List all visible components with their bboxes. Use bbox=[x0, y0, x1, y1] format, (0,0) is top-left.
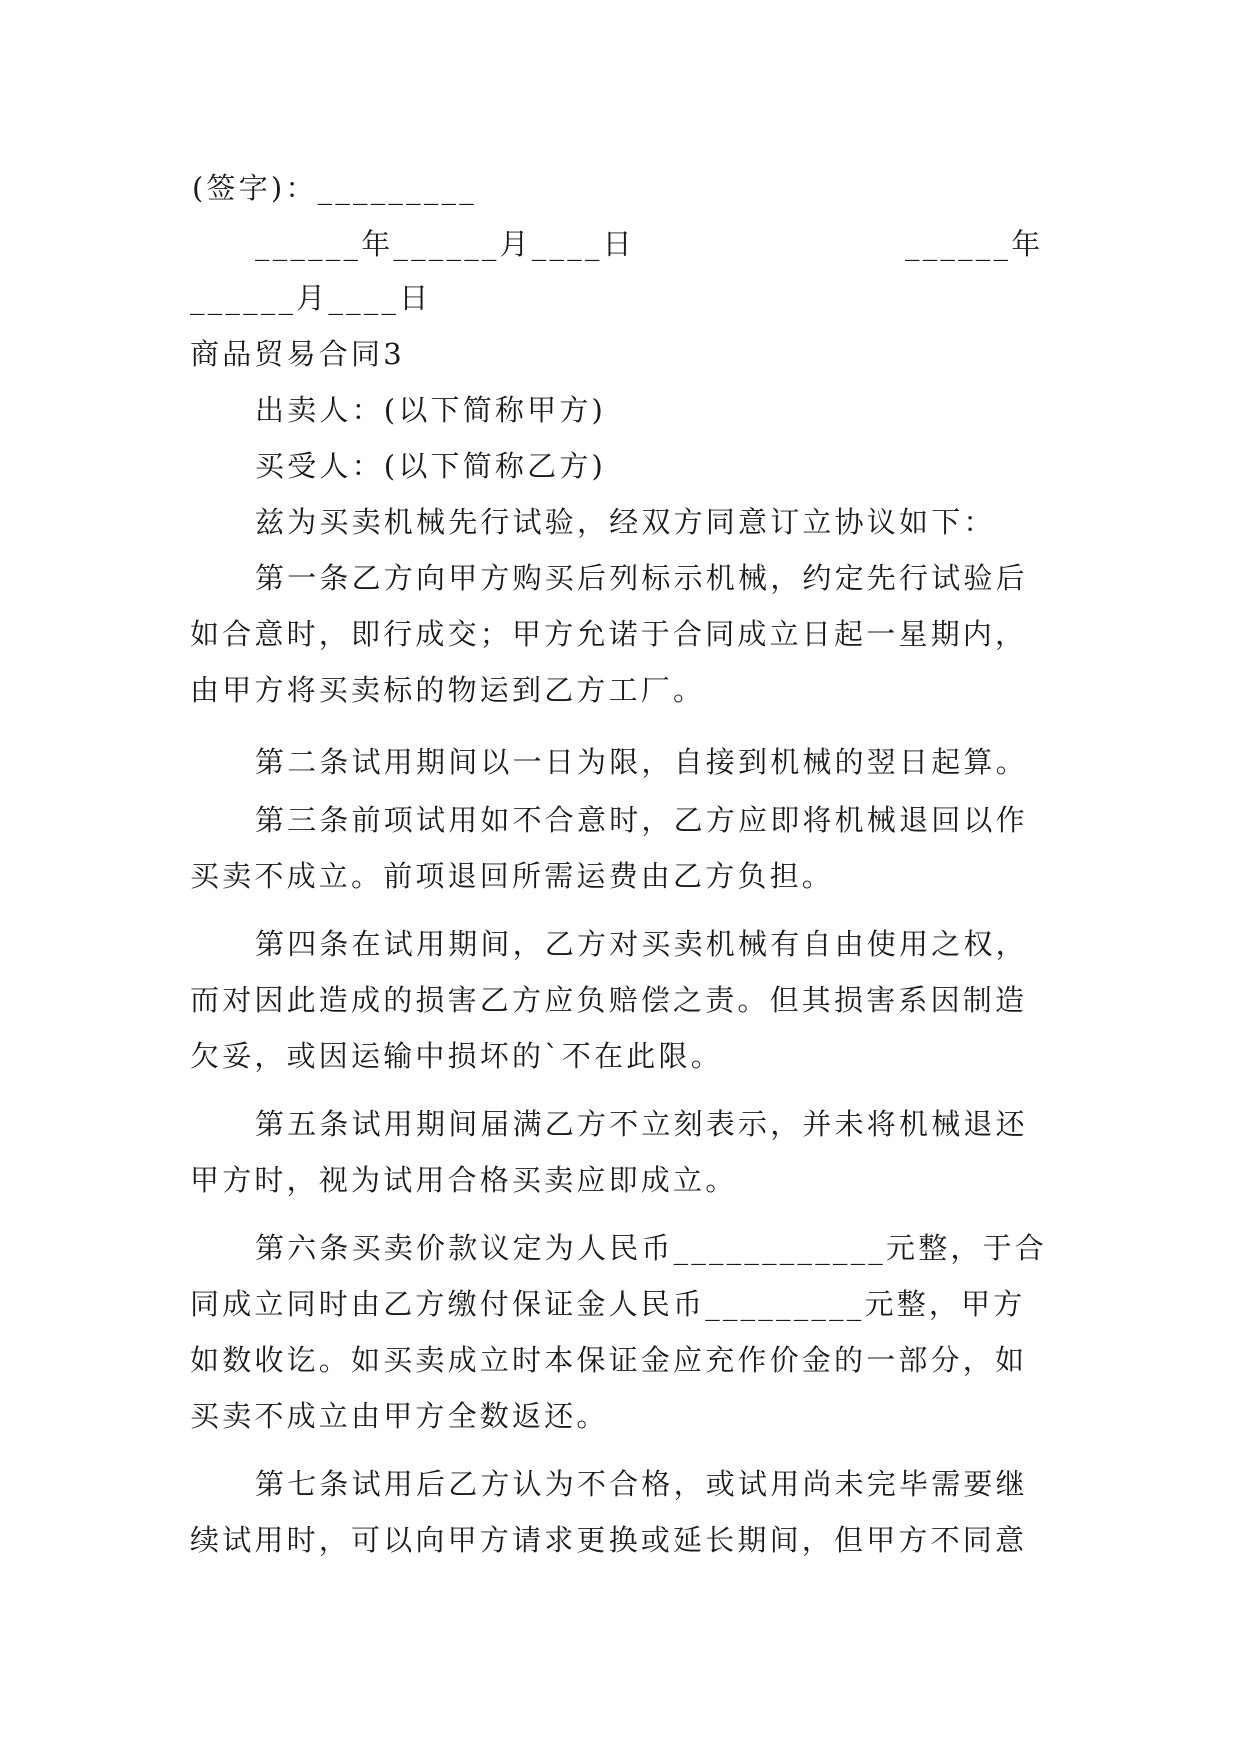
article-6-line-4: 买卖不成立由甲方全数返还。 bbox=[190, 1399, 609, 1433]
article-3-line-1: 第三条前项试用如不合意时，乙方应即将机械退回以作 bbox=[255, 803, 1028, 837]
article-4-line-2: 而对因此造成的损害乙方应负赔偿之责。但其损害系因制造 bbox=[190, 983, 1028, 1017]
signature-label: (签字)：_________ bbox=[192, 171, 477, 205]
seller-line: 出卖人：(以下简称甲方) bbox=[255, 393, 607, 427]
article-5-line-1: 第五条试用期间届满乙方不立刻表示，并未将机械退还 bbox=[255, 1107, 1028, 1141]
article-6-line-2: 同成立同时由乙方缴付保证金人民币_________元整，甲方 bbox=[190, 1287, 1026, 1321]
buyer-line: 买受人：(以下简称乙方) bbox=[255, 449, 607, 483]
contract-title: 商品贸易合同3 bbox=[190, 337, 405, 371]
article-6-line-3: 如数收讫。如买卖成立时本保证金应充作价金的一部分，如 bbox=[190, 1343, 1028, 1377]
article-1-line-1: 第一条乙方向甲方购买后列标示机械，约定先行试验后 bbox=[255, 561, 1028, 595]
date-right-month-day: ______月____日 bbox=[190, 281, 432, 315]
intro-line: 兹为买卖机械先行试验，经双方同意订立协议如下： bbox=[255, 505, 996, 539]
article-3-line-2: 买卖不成立。前项退回所需运费由乙方负担。 bbox=[190, 859, 835, 893]
article-4-line-3: 欠妥，或因运输中损坏的`不在此限。 bbox=[190, 1039, 723, 1073]
date-left: ______年______月____日 bbox=[255, 227, 635, 261]
article-6-line-1: 第六条买卖价款议定为人民币____________元整，于合 bbox=[255, 1231, 1048, 1265]
article-7-line-1: 第七条试用后乙方认为不合格，或试用尚未完毕需要继 bbox=[255, 1467, 1028, 1501]
article-7-line-2: 续试用时，可以向甲方请求更换或延长期间，但甲方不同意 bbox=[190, 1523, 1028, 1557]
article-1-line-2: 如合意时，即行成交；甲方允诺于合同成立日起一星期内， bbox=[190, 617, 1028, 651]
article-1-line-3: 由甲方将买卖标的物运到乙方工厂。 bbox=[190, 673, 706, 707]
article-2-line-1: 第二条试用期间以一日为限，自接到机械的翌日起算。 bbox=[255, 745, 1028, 779]
article-4-line-1: 第四条在试用期间，乙方对买卖机械有自由使用之权， bbox=[255, 927, 1028, 961]
date-right-year: ______年 bbox=[905, 227, 1044, 261]
article-5-line-2: 甲方时，视为试用合格买卖应即成立。 bbox=[190, 1163, 738, 1197]
